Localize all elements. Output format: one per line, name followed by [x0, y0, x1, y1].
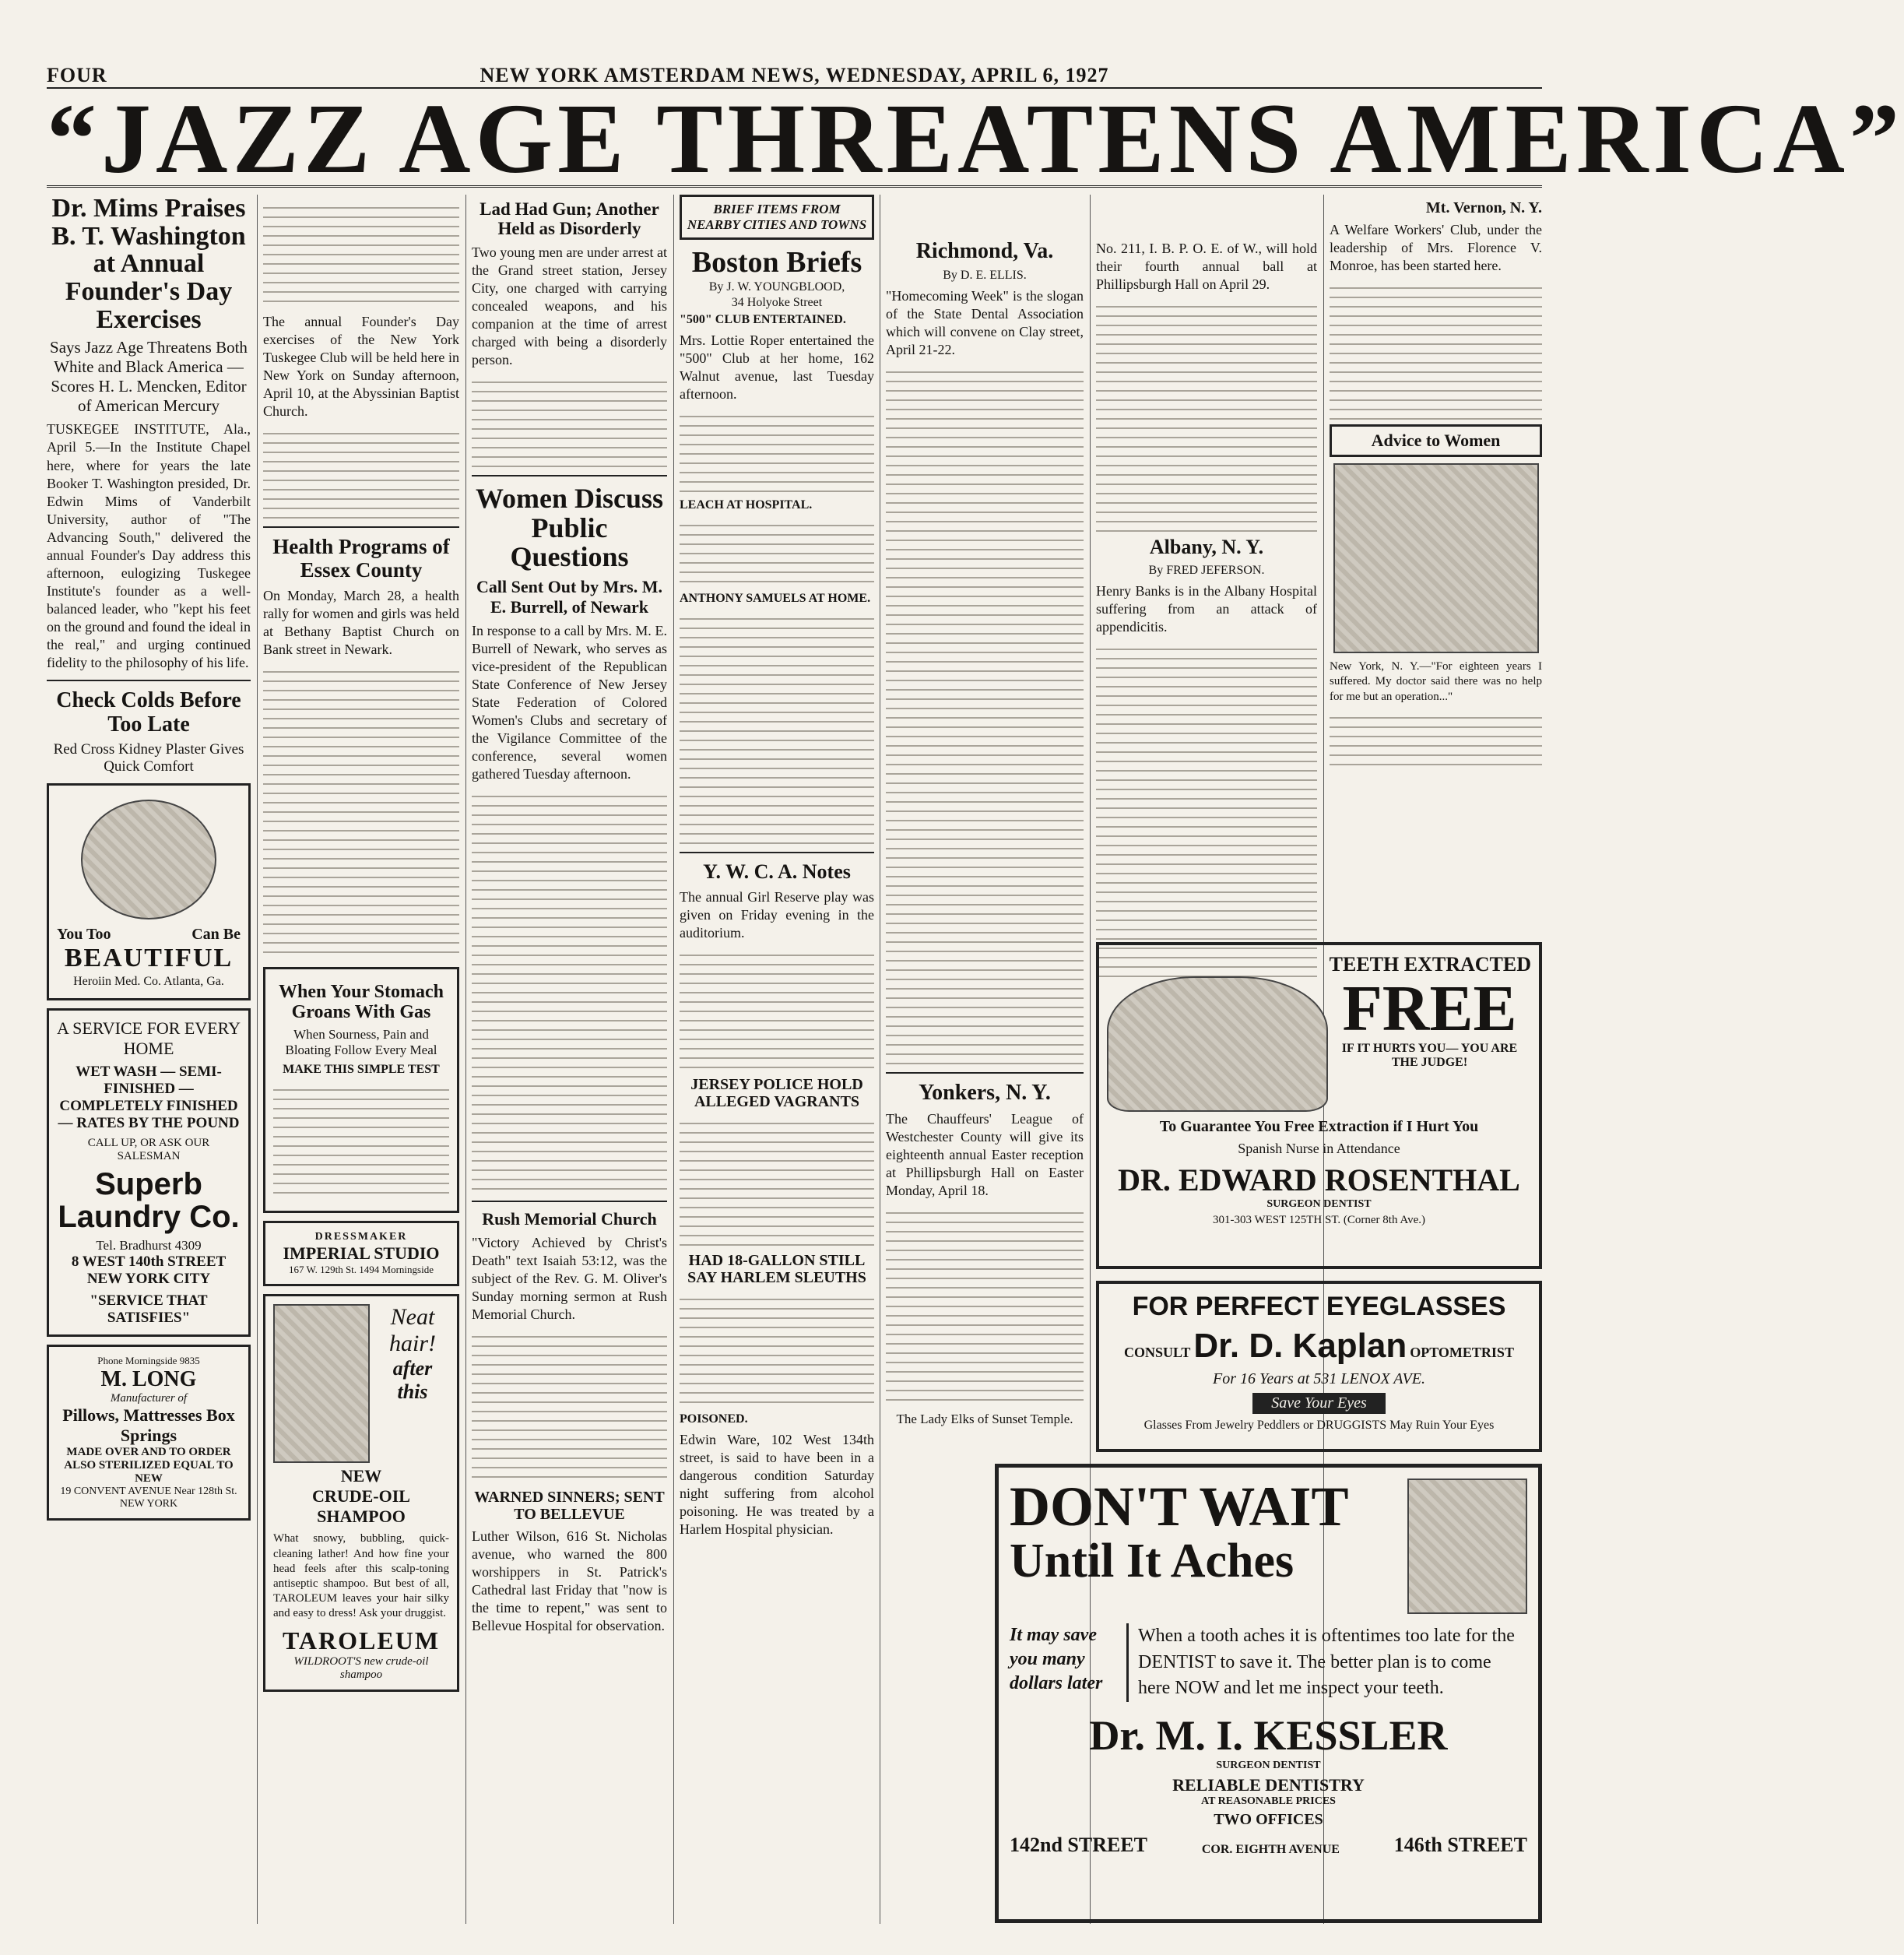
dont-wait-ad: [995, 1464, 1542, 1923]
dw-left-street: 142nd STREET: [1010, 1833, 1148, 1856]
teeth-free: FREE: [1342, 972, 1517, 1045]
hair-sub: after this: [392, 1357, 433, 1404]
dw-title: SURGEON DENTIST: [1216, 1759, 1321, 1771]
advice-headline: Advice to Women: [1371, 431, 1501, 451]
eyeglasses-ad: [1096, 1281, 1542, 1452]
mattress-ad: [47, 1345, 251, 1521]
hair-brand: TAROLEUM: [282, 1626, 441, 1654]
dw-corner: COR. EIGHTH AVENUE: [1201, 1842, 1340, 1856]
richmond-byline: By D. E. ELLIS.: [943, 268, 1027, 282]
toothache-image: [1407, 1479, 1527, 1614]
separator: [886, 1072, 1084, 1074]
text-block: [472, 788, 667, 1193]
warned-headline: WARNED SINNERS; SENT TO BELLEVUE: [474, 1488, 665, 1523]
eye-slogan: Save Your Eyes: [1252, 1393, 1386, 1414]
dressmaker-head: DRESSMAKER: [314, 1231, 408, 1243]
boston-headline: Boston Briefs: [691, 246, 862, 279]
richmond-headline: Richmond, Va.: [915, 239, 1054, 263]
boston-section-2: LEACH AT HOSPITAL.: [680, 498, 813, 512]
colds-subhead: Red Cross Kidney Plaster Gives Quick Comfort: [53, 741, 244, 775]
column-4: [680, 195, 874, 1924]
column-2: [263, 195, 459, 1924]
banner-headline: “JAZZ AGE THREATENS AMERICA”: [47, 83, 1904, 194]
laundry-call: CALL UP, OR ASK OUR SALESMAN: [87, 1137, 210, 1163]
dw-prices: AT REASONABLE PRICES: [1201, 1795, 1336, 1807]
yonkers-headline: Yonkers, N. Y.: [919, 1080, 1051, 1105]
hair-body: What snowy, bubbling, quick-cleaning lather! And how fine your head feels after this scalp-toning antiseptic shampoo. But best of all, TAROLEUM leaves your hair silky and easy to dress! Ask your druggist.: [273, 1532, 449, 1620]
long-address: 19 CONVENT AVENUE Near 128th St. NEW YORK: [60, 1486, 237, 1510]
eye-headline: FOR PERFECT EYEGLASSES: [1132, 1292, 1506, 1321]
text-block: [273, 1081, 449, 1198]
yonkers-footer: The Lady Elks of Sunset Temple.: [896, 1411, 1073, 1426]
long-manufacturer: Manufacturer of: [110, 1392, 188, 1405]
dressmaker-address: 167 W. 129th St. 1494 Morningside: [289, 1264, 434, 1276]
text-block: [886, 1204, 1084, 1407]
text-block: [1330, 709, 1542, 772]
eye-title: OPTOMETRIST: [1410, 1345, 1514, 1360]
women-subhead: Call Sent Out by Mrs. M. E. Burrell, of Newark: [476, 577, 662, 617]
yonkers-lead: The Chauffeurs' League of Westchester County will give its eighteenth annual Easter reception at Phillipsburgh Hall on Easter Monday, April 18.: [886, 1110, 1084, 1198]
laundry-address: 8 WEST 140th STREET NEW YORK CITY: [71, 1254, 227, 1288]
column-7: [1330, 195, 1542, 943]
separator: [263, 526, 459, 528]
boston-byline-1: By J. W. YOUNGBLOOD,: [708, 280, 845, 294]
beauty-footer: Heroiin Med. Co. Atlanta, Ga.: [73, 975, 224, 989]
eye-years: For 16 Years at 531 LENOX AVE.: [1213, 1370, 1425, 1387]
brief-items-banner: BRIEF ITEMS FROM NEARBY CITIES AND TOWNS: [680, 195, 874, 240]
founders-day-lead: The annual Founder's Day exercises of the New York Tuskegee Club will be held here in New York on Sunday afternoon, April 10, at the Abyssinian Baptist Church.: [263, 314, 459, 420]
boston-section-1-body: Mrs. Lottie Roper entertained the "500" Club at her home, 162 Walnut avenue, last Tuesday afternoon.: [680, 332, 874, 402]
hair-headline: Neat hair!: [389, 1304, 436, 1357]
teeth-address: 301-303 WEST 125TH ST. (Corner 8th Ave.): [1212, 1214, 1426, 1226]
long-phone: Phone Morningside 9835: [97, 1355, 200, 1367]
column-rule: [465, 195, 466, 1924]
albany-lead: Henry Banks is in the Albany Hospital suffering from an attack of appendicitis.: [1096, 582, 1317, 635]
laundry-lines: WET WASH — SEMI-FINISHED — COMPLETELY FINISHED — RATES BY THE POUND: [58, 1064, 240, 1132]
hair-product: CRUDE-OIL SHAMPOO: [312, 1486, 410, 1527]
laundry-tel: Tel. Bradhurst 4309: [96, 1238, 202, 1254]
dw-offices: TWO OFFICES: [1214, 1810, 1323, 1828]
text-block: [680, 408, 874, 494]
eye-doctor: Dr. D. Kaplan: [1193, 1327, 1407, 1365]
vernon-headline: Mt. Vernon, N. Y.: [1425, 199, 1542, 216]
long-terms: MADE OVER AND TO ORDER ALSO STERILIZED EQUAL TO NEW: [64, 1446, 234, 1486]
beauty-headline: BEAUTIFUL: [64, 944, 234, 973]
dw-slogan: RELIABLE DENTISTRY: [1172, 1774, 1365, 1795]
mims-lead: TUSKEGEE INSTITUTE, Ala., April 5.—In the Institute Chapel here, where for years the late Booker T. Washington presided, Dr. Edwin Mims of Vanderbilt University, author of "The Advancing South," delivered the annual Founder's Day address this afternoon, eulogizing Tuskegee Institute's founder as a well-balanced leader, who "kept his feet on the ground and found the ideal in the real," and urging continued fidelity to the philosophy of his life.: [47, 421, 251, 670]
separator: [472, 475, 667, 476]
text-block: [1096, 298, 1317, 532]
dw-right-street: 146th STREET: [1393, 1833, 1527, 1856]
hair-tag: WILDROOT'S new crude-oil shampoo: [293, 1654, 429, 1681]
dw-body: When a tooth aches it is oftentimes too late for the DENTIST to save it. The better plan is to come here NOW and let me inspect your teeth.: [1126, 1623, 1527, 1702]
dw-headline-2: Until It Aches: [1010, 1535, 1295, 1588]
teeth-doctor: DR. EDWARD ROSENTHAL: [1118, 1162, 1520, 1197]
stomach-headline: When Your Stomach Groans With Gas: [278, 981, 444, 1023]
women-headline: Women Discuss Public Questions: [475, 482, 664, 573]
richmond-lead: "Homecoming Week" is the slogan of the State Dental Association which will convene on Clay street, April 21-22.: [886, 287, 1084, 357]
poisoned-body: Edwin Ware, 102 West 134th street, is said to have been in a dangerous condition Saturday night suffering from alcohol poisoning. He was treated by a Harlem Hospital physician.: [680, 1431, 874, 1537]
text-block: [263, 425, 459, 519]
ywca-headline: Y. W. C. A. Notes: [703, 860, 851, 884]
teeth-title: SURGEON DENTIST: [1266, 1198, 1372, 1210]
mims-headline-2: at Annual Founder's Day Exercises: [65, 249, 233, 334]
eye-consult: CONSULT: [1124, 1345, 1191, 1360]
rush-headline: Rush Memorial Church: [482, 1209, 657, 1229]
richmond-continued: No. 211, I. B. P. O. E. of W., will hold their fourth annual ball at Phillipsburgh Hall on April 29.: [1096, 241, 1317, 293]
poisoned-headline: POISONED.: [680, 1412, 748, 1426]
separator: [47, 680, 251, 681]
text-block: [680, 1115, 874, 1247]
boston-section-3: ANTHONY SAMUELS AT HOME.: [680, 592, 871, 606]
health-headline: Health Programs of Essex County: [272, 535, 450, 582]
dw-left-text: It may save you many dollars later: [1010, 1625, 1103, 1694]
page-label: FOUR: [47, 64, 107, 86]
text-block: [472, 1328, 667, 1484]
stomach-test: MAKE THIS SIMPLE TEST: [283, 1063, 440, 1077]
stomach-ad: [263, 967, 459, 1214]
long-name: M. LONG: [100, 1367, 197, 1392]
women-lead: In response to a call by Mrs. M. E. Burrell of Newark, who serves as vice-president of the Republican State Conference of New Jersey State Federation of Colored Women's Clubs and secretary of the Vigilance Committee of the conference, several women gathered Tuesday afternoon.: [472, 623, 667, 782]
dw-doctor: Dr. M. I. KESSLER: [1089, 1711, 1448, 1759]
health-lead: On Monday, March 28, a health rally for women and girls was held at Bethany Baptist Church on Bank street in Newark.: [263, 587, 459, 657]
advice-portrait: [1333, 463, 1539, 653]
separator: [680, 852, 874, 853]
dressmaker-studio: IMPERIAL STUDIO: [283, 1243, 440, 1264]
text-block: [472, 374, 667, 467]
text-block: [263, 663, 459, 959]
dw-headline-1: DON'T WAIT: [1010, 1475, 1349, 1538]
text-block: [680, 610, 874, 844]
dentures-image: [1107, 976, 1328, 1112]
vernon-lead: A Welfare Workers' Club, under the leadership of Mrs. Florence V. Monroe, has been started here.: [1330, 222, 1542, 274]
teeth-guarantee: To Guarantee You Free Extraction if I Hurt You: [1159, 1118, 1479, 1135]
beauty-right: Can Be: [191, 926, 241, 944]
laundry-ad: [47, 1008, 251, 1337]
laundry-slogan: "SERVICE THAT SATISFIES": [90, 1292, 208, 1327]
lad-lead: Two young men are under arrest at the Grand street station, Jersey City, one charged with carrying concealed weapons, and his companion at the time of arrest charged with being a disorderly person.: [472, 244, 667, 367]
ywca-lead: The annual Girl Reserve play was given on Friday evening in the auditorium.: [680, 888, 874, 941]
separator: [472, 1201, 667, 1202]
colds-headline: Check Colds Before Too Late: [56, 687, 241, 737]
albany-headline: Albany, N. Y.: [1149, 536, 1264, 559]
text-block: [1096, 641, 1317, 983]
lad-headline: Lad Had Gun; Another Held as Disorderly: [480, 199, 659, 239]
paper-dateline: NEW YORK AMSTERDAM NEWS, WEDNESDAY, APRIL 6, 1927: [480, 64, 1109, 86]
teeth-nurse: Spanish Nurse in Attendance: [1238, 1141, 1400, 1156]
laundry-title: A SERVICE FOR EVERY HOME: [57, 1018, 241, 1059]
text-block: [680, 517, 874, 587]
column-6: [1096, 195, 1317, 943]
boston-byline-2: 34 Holyoke Street: [731, 295, 823, 309]
teeth-sub: IF IT HURTS YOU— YOU ARE THE JUDGE!: [1341, 1042, 1518, 1069]
mims-subhead: Says Jazz Age Threatens Both White and Black America — Scores H. L. Mencken, Editor of American Mercury: [50, 338, 248, 416]
rush-lead: "Victory Achieved by Christ's Death" text Isaiah 53:12, was the subject of the Rev. G. M. Oliver's Sunday morning sermon at Rush Memorial Church.: [472, 1234, 667, 1322]
text-block: [680, 1291, 874, 1408]
portrait-image: [81, 800, 216, 919]
column-rule: [673, 195, 674, 1924]
albany-byline: By FRED JEFERSON.: [1148, 563, 1265, 577]
taroleum-ad: [263, 1294, 459, 1691]
teeth-extracted-ad: [1096, 942, 1542, 1269]
advice-body: New York, N. Y.—"For eighteen years I suffered. My doctor said there was no help for me but an operation...": [1330, 660, 1542, 703]
jersey-headline: JERSEY POLICE HOLD ALLEGED VAGRANTS: [690, 1075, 863, 1110]
boston-section-1: "500" CLUB ENTERTAINED.: [680, 312, 846, 326]
illustration-image: [273, 1304, 370, 1463]
text-block: [680, 947, 874, 1071]
stomach-subhead: When Sourness, Pain and Bloating Follow Every Meal: [285, 1027, 437, 1058]
column-1: [47, 195, 251, 1924]
dressmaker-ad: [263, 1221, 459, 1286]
text-block: [886, 364, 1084, 1064]
mims-headline-1: Dr. Mims Praises B. T. Washington: [51, 194, 246, 251]
laundry-name: Superb Laundry Co.: [58, 1167, 240, 1235]
still-headline: HAD 18-GALLON STILL SAY HARLEM SLEUTHS: [687, 1251, 866, 1286]
beauty-ad: [47, 783, 251, 1000]
column-rule: [257, 195, 258, 1924]
text-block: [263, 199, 459, 308]
beauty-left: You Too: [57, 926, 111, 944]
eye-warning: Glasses From Jewelry Peddlers or DRUGGISTS May Ruin Your Eyes: [1143, 1419, 1495, 1432]
advice-ad: [1330, 424, 1542, 457]
teeth-top: TEETH EXTRACTED: [1329, 953, 1531, 976]
column-3: [472, 195, 667, 1924]
warned-lead: Luther Wilson, 616 St. Nicholas avenue, who warned the 800 worshippers in St. Patrick's Cathedral last Friday that "now is the time to repent," was sent to Bellevue Hospital for observation.: [472, 1528, 667, 1633]
long-goods: Pillows, Mattresses Box Springs: [62, 1405, 235, 1446]
hair-new: NEW: [340, 1466, 382, 1486]
text-block: [1330, 280, 1542, 420]
